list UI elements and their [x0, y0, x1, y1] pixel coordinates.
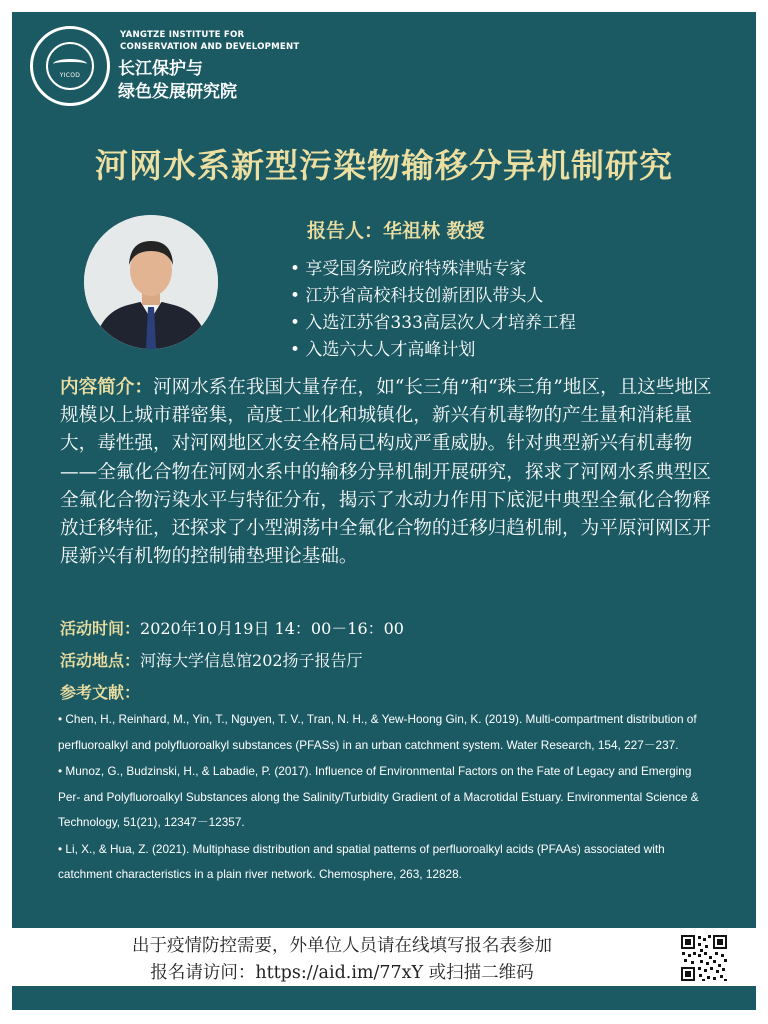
event-place — [60, 648, 363, 671]
org-name-english-line1: YANGTZE INSTITUTE FOR — [120, 30, 245, 40]
logo-abbreviation: YICOD — [59, 72, 81, 79]
event-time-label: 活动时间： — [60, 619, 141, 638]
summary-text: 河网水系在我国大量存在，如“长三角”和“珠三角”地区，且这些地区规模以上城市群密集，高度工业化和城镇化，新兴有机毒物的产生量和消耗量大，毒性强，对河网地区水安全格局已构成严重威胁。针对典型新兴有机毒物——全氟化合物在河网水系中的输移分异机制开展研究，探求了河网水系典型区全氟化合物污染水平与特征分布，揭示了水动力作用下底泥中典型全氟化合物释放迁移特征，还探求了小型湖荡中全氟化合物的迁移归趋机制，为平原河网区开展新兴有机物的控制铺垫理论基础。 — [60, 377, 712, 568]
speaker-photo — [84, 215, 218, 349]
poster — [12, 12, 756, 1010]
event-place-value: 河海大学信息馆202扬子报告厅 — [140, 651, 363, 670]
reporter-name: 报告人：华祖林 教授 — [307, 220, 485, 242]
honor-item: • 入选六大人才高峰计划 — [290, 340, 476, 360]
honor-item: • 享受国务院政府特殊津贴专家 — [290, 259, 527, 279]
references-list — [58, 707, 708, 889]
event-time — [60, 616, 404, 639]
speaker-portrait-image — [84, 215, 218, 349]
reference-item: • Munoz, G., Budzinski, H., & Labadie, P. (2017). Influence of Environmental Factors on the Fate of Legacy and Emerging Per- and Polyfluoroalkyl Substances along the Salinity/Turbidity Gradient of a Macrotidal Estuary. Environmental Science & Technology, 51(21), 12347－12357. — [58, 764, 699, 829]
honor-item: • 入选江苏省333高层次人才培养工程 — [290, 313, 576, 333]
logo-wave-icon — [53, 59, 87, 69]
footer-notice: 出于疫情防控需要，外单位人员请在线填写报名表参加 — [132, 936, 552, 956]
summary-label: 内容简介： — [60, 377, 153, 398]
org-name-chinese — [118, 58, 237, 104]
reference-item: • Chen, H., Reinhard, M., Yin, T., Nguyen, T. V., Tran, N. H., & Yew-Hoong Gin, K. (2019). Multi-compartment distribution of perfluoroalkyl and polyfluoroalkyl substances (PFASs) in an urban catchment system. Water Research, 154, 227－237. — [58, 712, 697, 752]
talk-title: 河网水系新型污染物输移分异机制研究 — [95, 146, 673, 185]
content-summary — [60, 374, 720, 571]
reference-item: • Li, X., & Hua, Z. (2021). Multiphase distribution and spatial patterns of perfluoroalkyl acids (PFAAs) associated with catchment characteristics in a plain river network. Chemosphere, 263, 12828. — [58, 841, 665, 881]
org-name-chinese-line2: 绿色发展研究院 — [118, 82, 237, 102]
footer-registration-link[interactable]: 报名请访问：https://aid.im/77xY 或扫描二维码 — [150, 963, 534, 983]
event-time-value: 2020年10月19日 14：00－16：00 — [140, 619, 404, 638]
org-name-chinese-line1: 长江保护与 — [118, 59, 203, 79]
event-place-label: 活动地点： — [60, 651, 141, 670]
honor-item: • 江苏省高校科技创新团队带头人 — [290, 286, 544, 306]
speaker-honors-list — [290, 256, 576, 364]
institute-logo — [30, 26, 110, 106]
qr-code-graphic — [680, 934, 728, 982]
qr-code-icon[interactable] — [680, 934, 728, 982]
org-name-english-line2: CONSERVATION AND DEVELOPMENT — [120, 42, 300, 52]
registration-footer — [12, 928, 756, 986]
org-name-english — [120, 29, 299, 53]
references-label: 参考文献： — [60, 683, 141, 702]
